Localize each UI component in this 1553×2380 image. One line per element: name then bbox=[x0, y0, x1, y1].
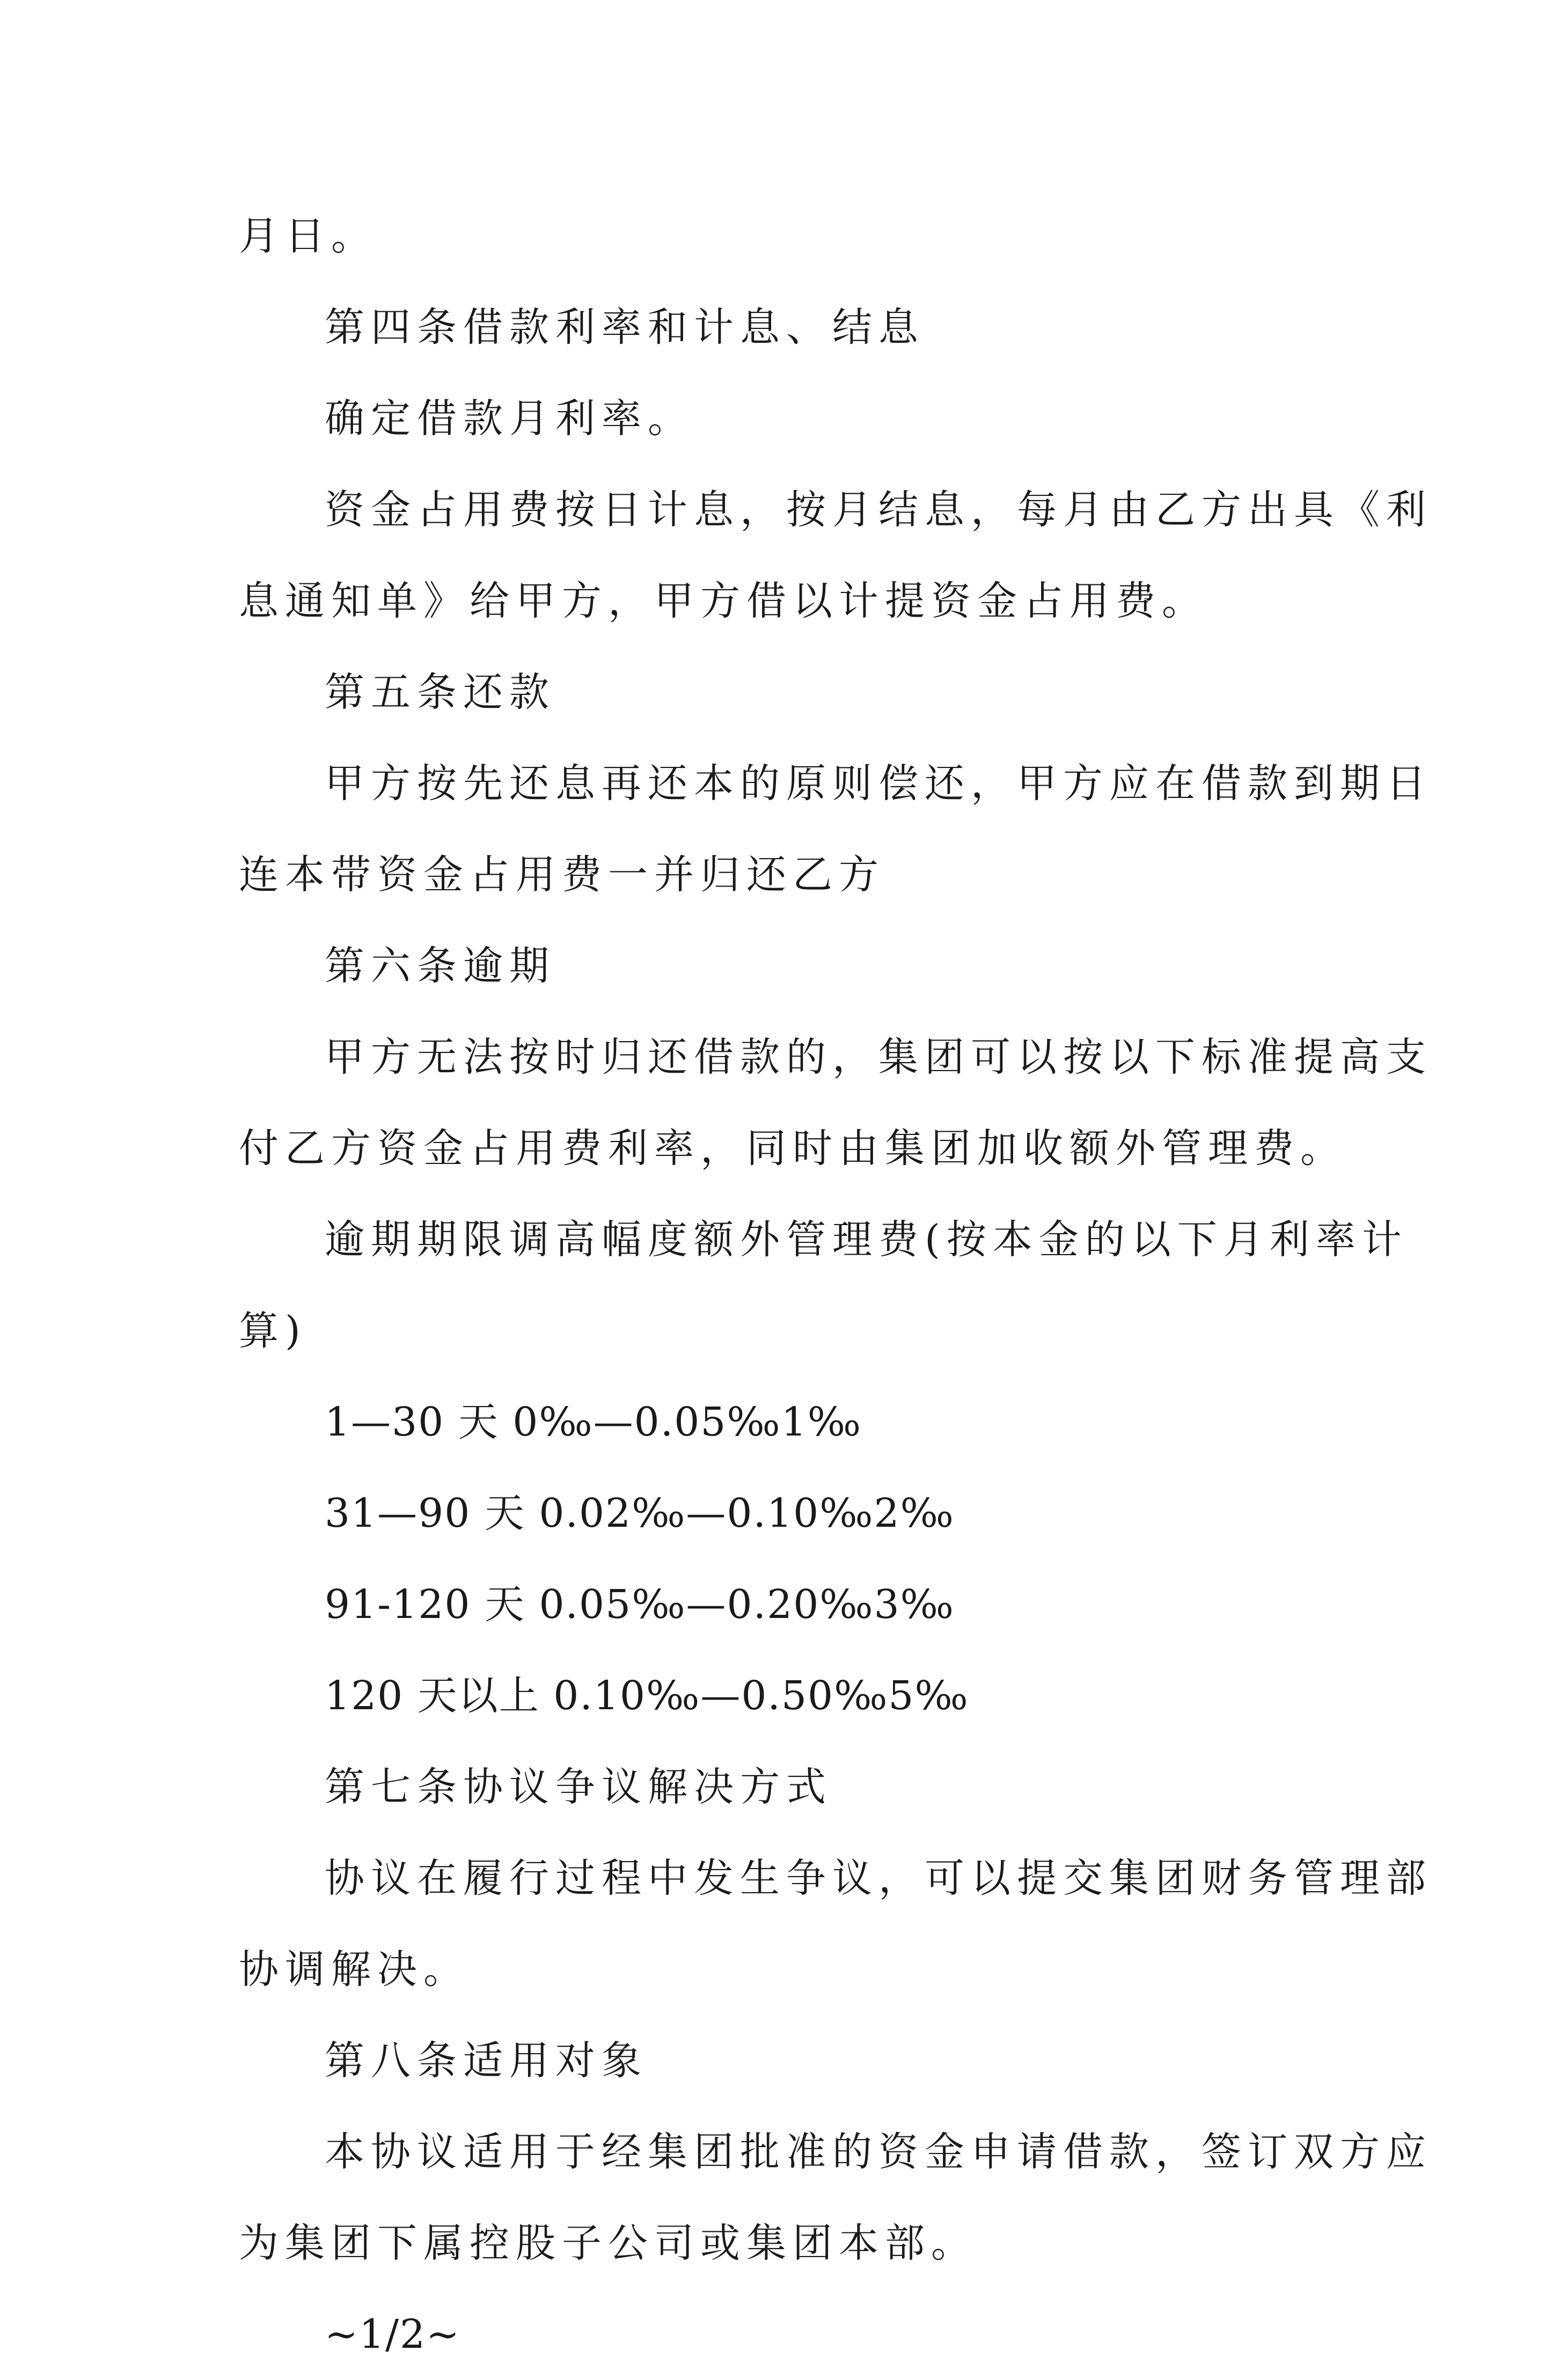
paragraph-line: 为集团下属控股子公司或集团本部。 bbox=[239, 2220, 977, 2266]
page-number: ~1/2~ bbox=[325, 2311, 461, 2357]
paragraph-line: 甲方无法按时归还借款的，集团可以按以下标准提高支 bbox=[325, 1034, 1432, 1080]
rate-row: 31—90 天 0.02‰—0.10‰2‰ bbox=[325, 1490, 955, 1536]
article-7-heading: 第七条协议争议解决方式 bbox=[325, 1764, 832, 1810]
paragraph-line: 本协议适用于经集团批准的资金申请借款，签订双方应 bbox=[325, 2129, 1432, 2175]
article-4-heading: 第四条借款利率和计息、结息 bbox=[325, 304, 925, 350]
paragraph-line: 连本带资金占用费一并归还乙方 bbox=[239, 852, 885, 898]
paragraph-line: 息通知单》给甲方，甲方借以计提资金占用费。 bbox=[239, 578, 1208, 624]
paragraph-line: 协调解决。 bbox=[239, 1946, 470, 1993]
paragraph-line: 甲方按先还息再还本的原则偿还，甲方应在借款到期日 bbox=[325, 760, 1432, 807]
rate-row: 1—30 天 0‰—0.05‰1‰ bbox=[325, 1399, 862, 1445]
paragraph-line: 确定借款月利率。 bbox=[325, 396, 694, 442]
paragraph-line: 付乙方资金占用费利率，同时由集团加收额外管理费。 bbox=[239, 1125, 1346, 1171]
text-line-continuation: 月日。 bbox=[239, 213, 377, 259]
rate-row: 120 天以上 0.10‰—0.50‰5‰ bbox=[325, 1673, 969, 1719]
paragraph-line: 逾期期限调高幅度额外管理费(按本金的以下月利率计 bbox=[325, 1217, 1408, 1263]
rate-row: 91-120 天 0.05‰—0.20‰3‰ bbox=[325, 1581, 955, 1628]
article-5-heading: 第五条还款 bbox=[325, 669, 555, 715]
paragraph-line: 算) bbox=[239, 1308, 307, 1354]
document-page bbox=[239, 191, 1432, 2380]
article-8-heading: 第八条适用对象 bbox=[325, 2038, 648, 2084]
paragraph-line: 资金占用费按日计息，按月结息，每月由乙方出具《利 bbox=[325, 487, 1432, 533]
article-6-heading: 第六条逾期 bbox=[325, 943, 555, 989]
paragraph-line: 协议在履行过程中发生争议，可以提交集团财务管理部 bbox=[325, 1855, 1432, 1901]
